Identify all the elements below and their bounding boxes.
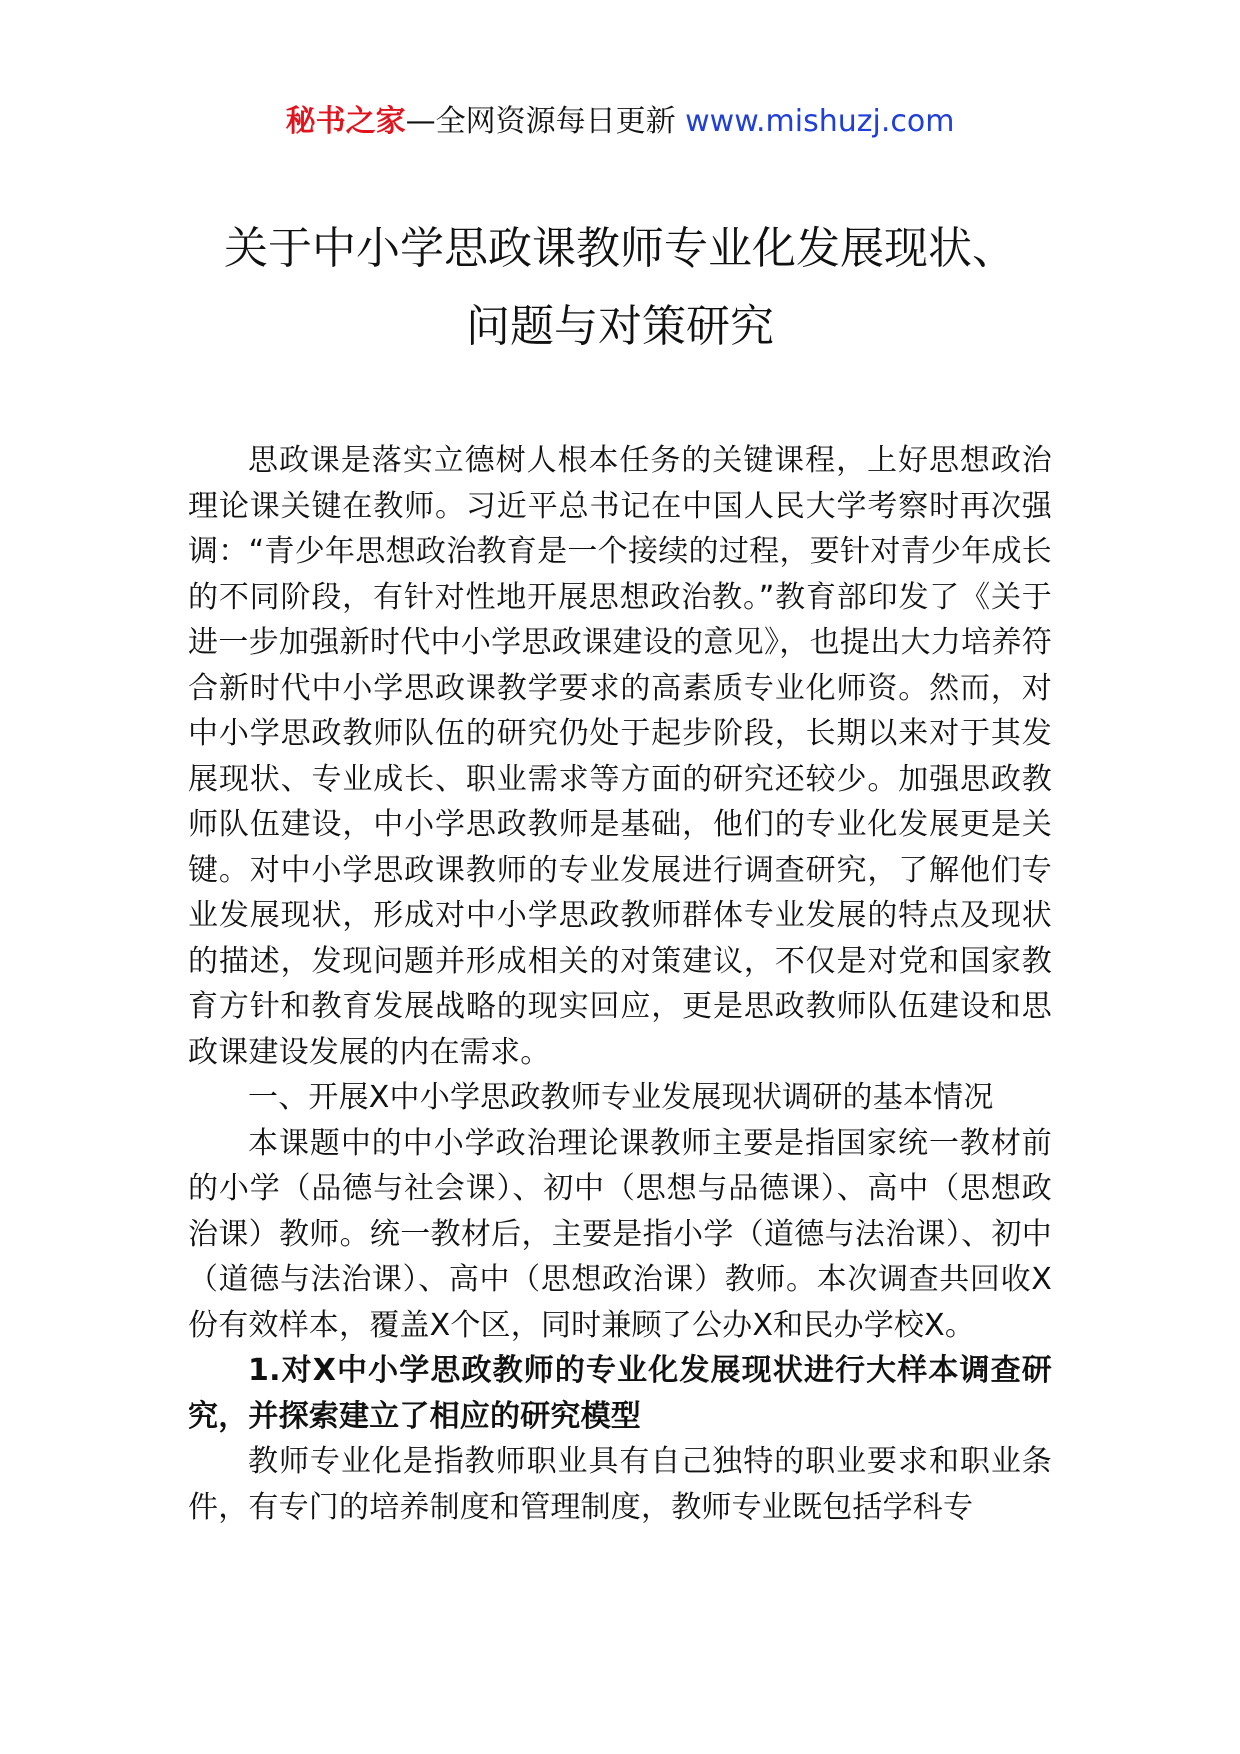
- document-body: [188, 438, 1052, 1530]
- body-paragraph-scope: 本课题中的中小学政治理论课教师主要是指国家统一教材前的小学（品德与社会课）、初中（思想与品德课）、高中（思想政治课）教师。统一教材后，主要是指小学（道德与法治课）、初中（道德与法治课）、高中（思想政治课）教师。本次调查共回收X份有效样本，覆盖X个区，同时兼顾了公办X和民办学校X。: [188, 1125, 1052, 1343]
- site-header: [0, 100, 1240, 144]
- subsection-heading-1: 1.对X中小学思政教师的专业化发展现状进行大样本调查研究，并探索建立了相应的研究模型: [188, 1353, 1052, 1434]
- title-line-1: 关于中小学思政课教师专业化发展现状、: [224, 223, 1016, 274]
- document-title: [150, 210, 1090, 366]
- site-brand: 秘书之家: [285, 104, 406, 139]
- section-heading-1: 一、开展X中小学思政教师专业发展现状调研的基本情况: [248, 1080, 994, 1115]
- site-url[interactable]: www.mishuzj.com: [685, 104, 955, 139]
- title-line-2: 问题与对策研究: [466, 301, 774, 352]
- site-tagline: —全网资源每日更新: [405, 104, 686, 139]
- body-paragraph-definition: 教师专业化是指教师职业具有自己独特的职业要求和职业条件，有专门的培养制度和管理制度，教师专业既包括学科专: [188, 1444, 1052, 1525]
- body-paragraph-intro: 思政课是落实立德树人根本任务的关键课程，上好思想政治理论课关键在教师。习近平总书记在中国人民大学考察时再次强调：“青少年思想政治教育是一个接续的过程，要针对青少年成长的不同阶段，有针对性地开展思想政治教。”教育部印发了《关于进一步加强新时代中小学思政课建设的意见》，也提出大力培养符合新时代中小学思政课教学要求的高素质专业化师资。然而，对中小学思政教师队伍的研究仍处于起步阶段，长期以来对于其发展现状、专业成长、职业需求等方面的研究还较少。加强思政教师队伍建设，中小学思政教师是基础，他们的专业化发展更是关键。对中小学思政课教师的专业发展进行调查研究，了解他们专业发展现状，形成对中小学思政教师群体专业发展的特点及现状的描述，发现问题并形成相关的对策建议，不仅是对党和国家教育方针和教育发展战略的现实回应，更是思政教师队伍建设和思政课建设发展的内在需求。: [188, 443, 1052, 1070]
